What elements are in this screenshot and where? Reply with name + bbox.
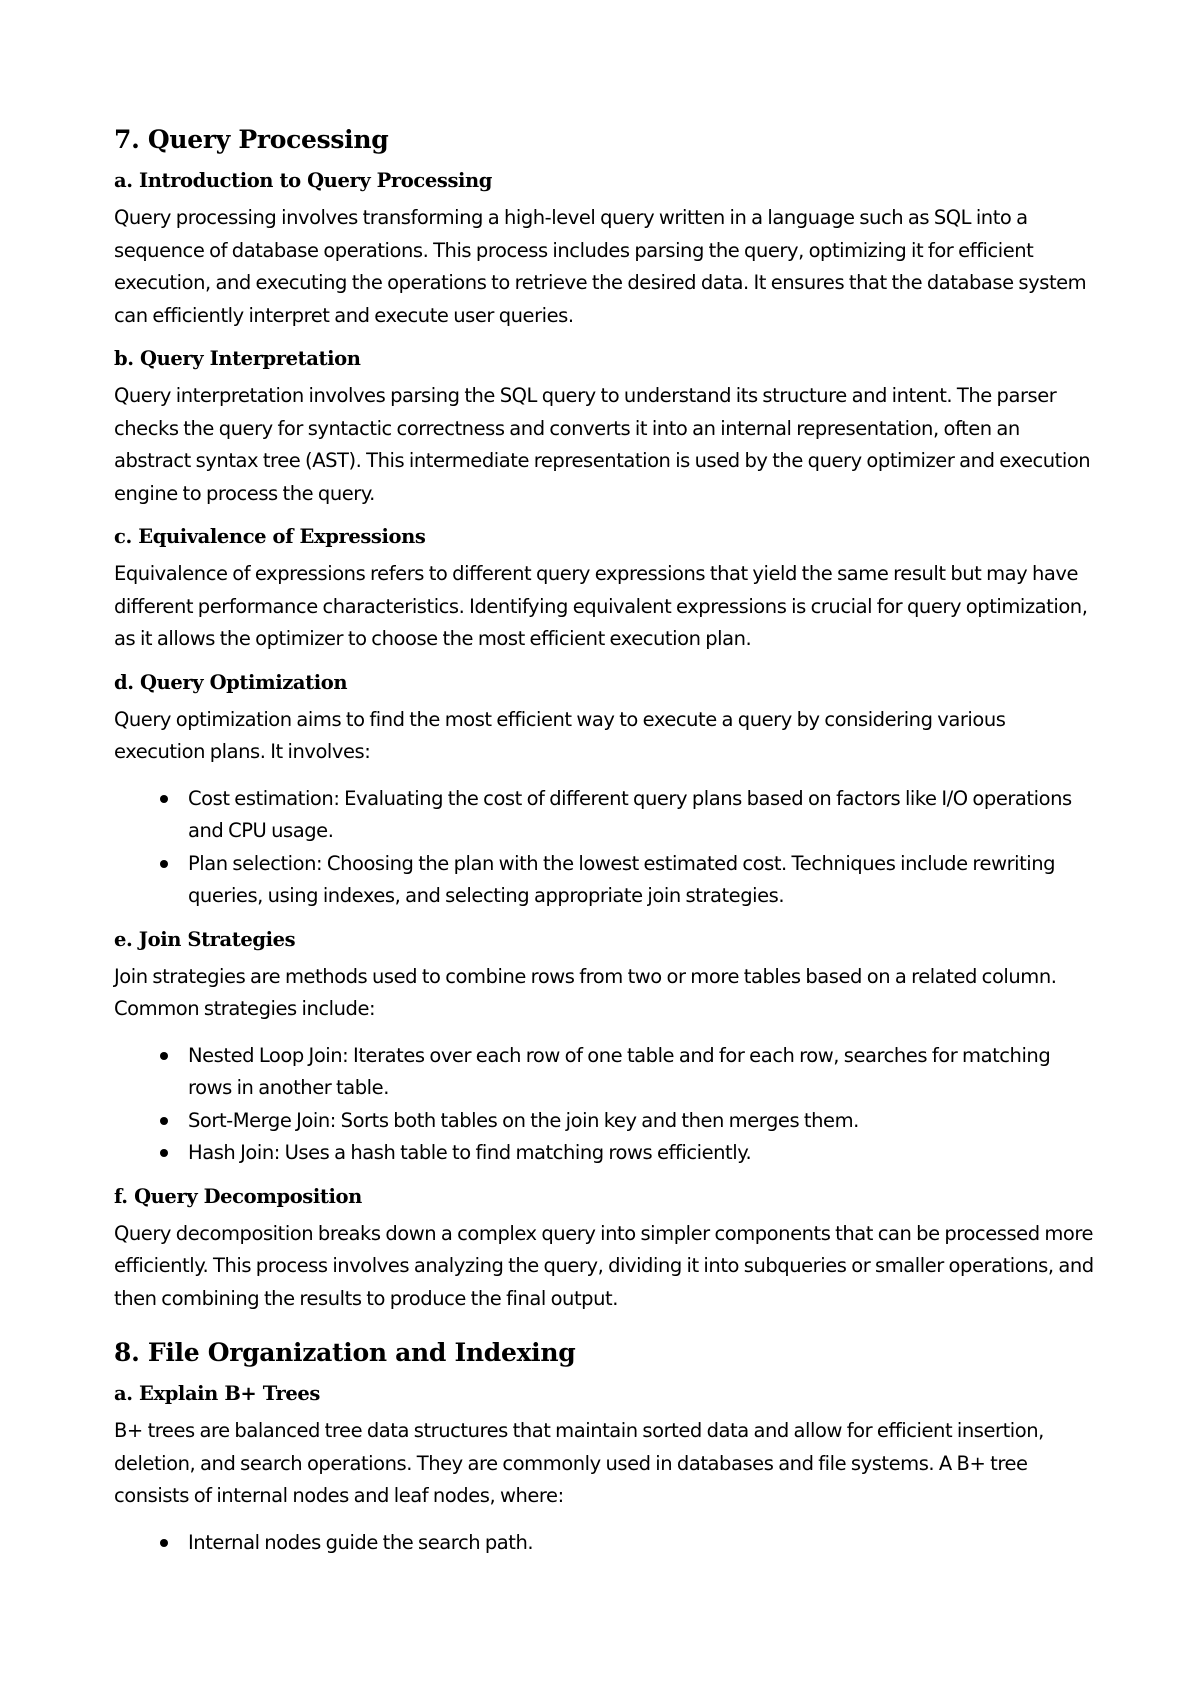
list-item	[188, 783, 1094, 848]
bullet-icon	[160, 1149, 168, 1157]
paragraph-introduction: Query processing involves transforming a high-level query written in a language such as SQL into a sequence of database operations. This process includes parsing the query, optimizing it for efficient execution, and executing the operations to retrieve the desired data. It ensures that the database system can efficiently interpret and execute user queries.	[114, 206, 1087, 327]
list-item-text: Hash Join: Uses a hash table to find matching rows efficiently.	[188, 1141, 752, 1164]
bullet-icon	[160, 795, 168, 803]
paragraph-optimization: Query optimization aims to find the most efficient way to execute a query by considering various execution plans. It involves:	[114, 707, 1006, 763]
subsection-heading-b-plus-trees: a. Explain B+ Trees	[114, 1382, 320, 1405]
join-strategies-bullet-list	[114, 1040, 1094, 1170]
b-plus-trees-bullet-list	[114, 1527, 1094, 1560]
list-item	[188, 1040, 1094, 1105]
paragraph-interpretation: Query interpretation involves parsing the SQL query to understand its structure and intent. The parser checks the query for syntactic correctness and converts it into an internal representation, often an abstract syntax tree (AST). This intermediate representation is used by the query optimizer and execution engine to process the query.	[114, 384, 1091, 505]
document-page	[114, 124, 1094, 1573]
subsection-heading-decomposition: f. Query Decomposition	[114, 1184, 362, 1208]
bullet-icon	[160, 1539, 168, 1547]
subsection-heading-interpretation: b. Query Interpretation	[114, 347, 361, 370]
list-item-text: Cost estimation: Evaluating the cost of different query plans based on factors like I/O operations and CPU usage.	[188, 786, 1072, 842]
paragraph-equivalence: Equivalence of expressions refers to different query expressions that yield the same result but may have different performance characteristics. Identifying equivalent expressions is crucial for query optimization, as it allows the optimizer to choose the most efficient execution plan.	[114, 562, 1088, 650]
section-heading-query-processing: 7. Query Processing	[114, 125, 389, 154]
optimization-bullet-list	[114, 783, 1094, 913]
bullet-icon	[160, 1052, 168, 1060]
list-item	[188, 848, 1094, 913]
subsection-heading-optimization: d. Query Optimization	[114, 670, 348, 694]
bullet-icon	[160, 1117, 168, 1125]
list-item-text: Nested Loop Join: Iterates over each row of one table and for each row, searches for matching rows in another table.	[188, 1043, 1051, 1099]
paragraph-decomposition: Query decomposition breaks down a complex query into simpler components that can be processed more efficiently. This process involves analyzing the query, dividing it into subqueries or smaller operations, and then combining the results to produce the final output.	[114, 1221, 1094, 1310]
paragraph-join-strategies: Join strategies are methods used to combine rows from two or more tables based on a related column. Common strategies include:	[114, 964, 1057, 1020]
subsection-heading-introduction: a. Introduction to Query Processing	[114, 169, 493, 192]
subsection-heading-join-strategies: e. Join Strategies	[114, 927, 296, 951]
list-item-text: Plan selection: Choosing the plan with the lowest estimated cost. Techniques include rewriting queries, using indexes, and selecting appropriate join strategies.	[188, 851, 1056, 907]
list-item-text: Internal nodes guide the search path.	[188, 1530, 534, 1554]
bullet-icon	[160, 860, 168, 868]
section-heading-file-organization: 8. File Organization and Indexing	[114, 1338, 576, 1367]
list-item-text: Sort-Merge Join: Sorts both tables on the join key and then merges them.	[188, 1108, 859, 1132]
list-item	[188, 1527, 1094, 1560]
list-item	[188, 1105, 1094, 1138]
paragraph-b-plus-trees: B+ trees are balanced tree data structures that maintain sorted data and allow for efficient insertion, deletion, and search operations. They are commonly used in databases and file systems. A B+ tree consists of internal nodes and leaf nodes, where:	[114, 1419, 1044, 1507]
list-item	[188, 1137, 1094, 1170]
subsection-heading-equivalence: c. Equivalence of Expressions	[114, 525, 426, 548]
